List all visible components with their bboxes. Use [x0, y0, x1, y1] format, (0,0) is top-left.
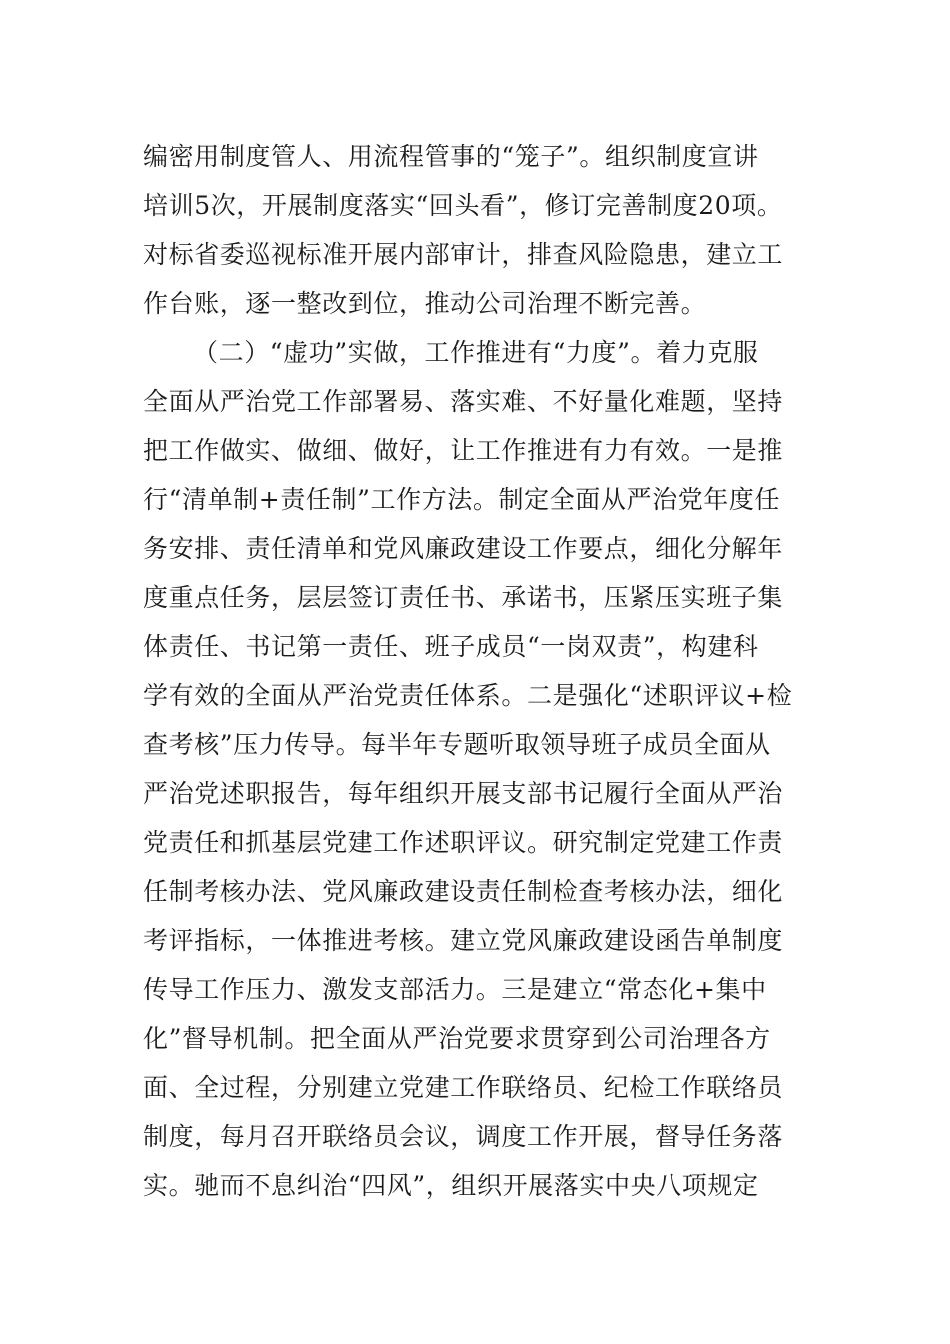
text-line: 行“清单制+责任制”工作方法。制定全面从严治党年度任 [143, 485, 781, 514]
text-line: 严治党述职报告，每年组织开展支部书记履行全面从严治 [143, 779, 784, 808]
text-line: 培训5次，开展制度落实“回头看”，修订完善制度20项。 [143, 191, 783, 220]
text-line: 把工作做实、做细、做好，让工作推进有力有效。一是推 [143, 436, 784, 465]
body-text [143, 132, 823, 1210]
text-line: 作台账，逐一整改到位，推动公司治理不断完善。 [143, 289, 707, 318]
text-line: 对标省委巡视标准开展内部审计，排查风险隐患，建立工 [143, 240, 784, 269]
section-heading-line: （二）“虚功”实做，工作推进有“力度”。着力克服 [193, 338, 759, 367]
text-line: 全面从严治党工作部署易、落实难、不好量化难题，坚持 [143, 387, 784, 416]
text-line: 实。驰而不息纠治“四风”，组织开展落实中央八项规定 [143, 1171, 759, 1200]
text-line: 化”督导机制。把全面从严治党要求贯穿到公司治理各方 [143, 1024, 771, 1053]
text-line: 传导工作压力、激发支部活力。三是建立“常态化+集中 [143, 975, 767, 1004]
text-line: 考评指标，一体推进考核。建立党风廉政建设函告单制度 [143, 926, 784, 955]
text-line: 编密用制度管人、用流程管事的“笼子”。组织制度宣讲 [143, 142, 759, 171]
text-line: 体责任、书记第一责任、班子成员“一岗双责”，构建科 [143, 632, 759, 661]
text-line: 任制考核办法、党风廉政建设责任制检查考核办法，细化 [143, 877, 784, 906]
text-line: 查考核”压力传导。每半年专题听取领导班子成员全面从 [143, 730, 771, 759]
text-line: 务安排、责任清单和党风廉政建设工作要点，细化分解年 [143, 534, 784, 563]
text-line: 学有效的全面从严治党责任体系。二是强化“述职评议+检 [143, 681, 793, 710]
text-line: 党责任和抓基层党建工作述职评议。研究制定党建工作责 [143, 828, 784, 857]
text-line: 面、全过程，分别建立党建工作联络员、纪检工作联络员 [143, 1073, 784, 1102]
text-line: 制度，每月召开联络员会议，调度工作开展，督导任务落 [143, 1122, 784, 1151]
text-line: 度重点任务，层层签订责任书、承诺书，压紧压实班子集 [143, 583, 784, 612]
